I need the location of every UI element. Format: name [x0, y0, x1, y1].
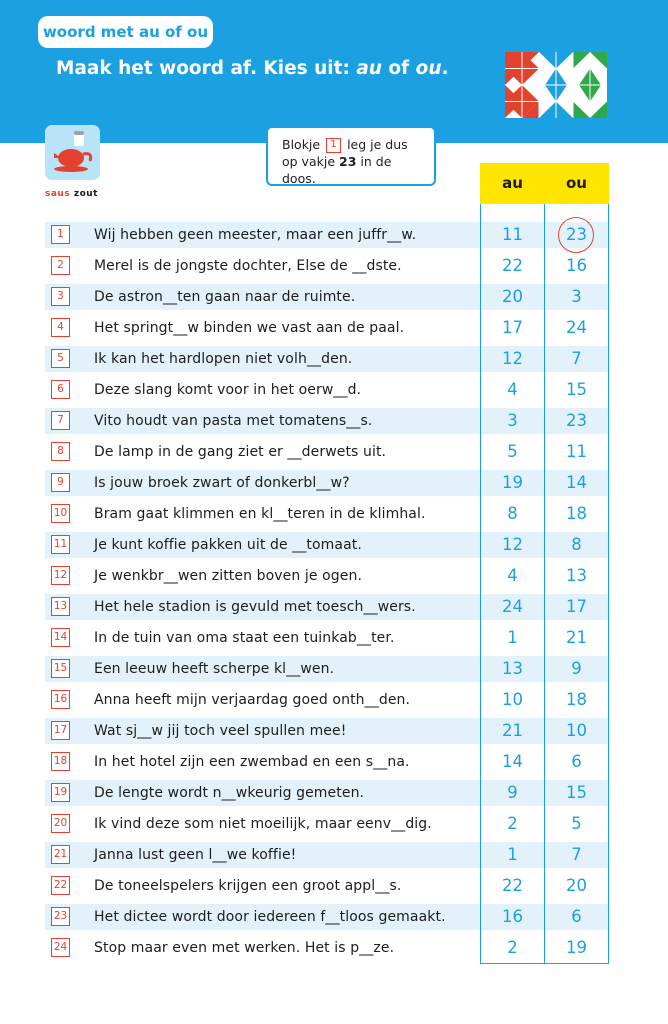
row-number: 23 [51, 907, 70, 926]
row-sentence: Vito houdt van pasta met tomatens__s. [94, 413, 373, 429]
row-number: 6 [51, 380, 70, 399]
note-text: Blokje [282, 137, 321, 152]
title-option-au: au [356, 58, 382, 79]
row-ou-value: 21 [566, 628, 587, 647]
sticker-label [45, 189, 98, 199]
row-ou-value: 10 [566, 721, 587, 740]
row-ou-value: 13 [566, 566, 587, 585]
row-au-value: 4 [507, 566, 518, 585]
row-sentence: Wat sj__w jij toch veel spullen mee! [94, 723, 347, 739]
row-au-value: 10 [502, 690, 523, 709]
sticker-word-saus: saus [45, 189, 71, 199]
row-number: 12 [51, 566, 70, 585]
title-end: . [441, 58, 449, 79]
row-ou-value: 5 [571, 814, 582, 833]
exercise-row [45, 408, 610, 434]
row-sentence: Je wenkbr__wen zitten boven je ogen. [94, 568, 363, 584]
page-title [56, 58, 449, 79]
row-ou-value: 19 [566, 938, 587, 957]
row-ou-value: 7 [571, 845, 582, 864]
row-number: 19 [51, 783, 70, 802]
row-au-value: 12 [502, 535, 523, 554]
row-au-value: 8 [507, 504, 518, 523]
row-number: 11 [51, 535, 70, 554]
row-au-value: 24 [502, 597, 523, 616]
row-au-value: 12 [502, 349, 523, 368]
row-sentence: Bram gaat klimmen en kl__teren in de klimhal. [94, 506, 426, 522]
sauce-salt-icon [45, 125, 100, 180]
row-number: 10 [51, 504, 70, 523]
exercise-row [45, 594, 610, 620]
title-option-ou: ou [415, 58, 442, 79]
note-line-1 [282, 136, 424, 153]
title-or: of [381, 58, 416, 79]
row-au-value: 1 [507, 628, 518, 647]
row-au-value: 22 [502, 256, 523, 275]
row-sentence: Ik kan het hardlopen niet volh__den. [94, 351, 353, 367]
exercise-row [45, 718, 610, 744]
exercise-row [45, 222, 610, 248]
row-number: 5 [51, 349, 70, 368]
row-sentence: Het hele stadion is gevuld met toesch__wers. [94, 599, 416, 615]
row-au-value: 22 [502, 876, 523, 895]
row-au-value: 2 [507, 938, 518, 957]
row-number: 8 [51, 442, 70, 461]
row-au-value: 3 [507, 411, 518, 430]
row-sentence: Anna heeft mijn verjaardag goed onth__den. [94, 692, 411, 708]
exercise-row [45, 873, 610, 899]
row-sentence: Je kunt koffie pakken uit de __tomaat. [94, 537, 362, 553]
row-sentence: Merel is de jongste dochter, Else de __dste. [94, 258, 402, 274]
row-number: 2 [51, 256, 70, 275]
row-sentence: Stop maar even met werken. Het is p__ze. [94, 940, 395, 956]
exercise-row [45, 749, 610, 775]
row-sentence: Het springt__w binden we vast aan de paal. [94, 320, 405, 336]
exercise-row [45, 563, 610, 589]
row-au-value: 1 [507, 845, 518, 864]
row-au-value: 4 [507, 380, 518, 399]
note-block-number: 1 [326, 138, 341, 153]
row-number: 9 [51, 473, 70, 492]
row-au-value: 5 [507, 442, 518, 461]
exercise-row [45, 532, 610, 558]
exercise-row [45, 811, 610, 837]
note-cell-number: 23 [339, 154, 357, 169]
row-number: 24 [51, 938, 70, 957]
solution-pattern-icon [505, 52, 607, 118]
topic-tab: woord met au of ou [38, 16, 213, 48]
note-text: in de doos. [282, 154, 392, 186]
row-sentence: Ik vind deze som niet moeilijk, maar eenv__dig. [94, 816, 432, 832]
row-ou-value: 17 [566, 597, 587, 616]
row-ou-value: 11 [566, 442, 587, 461]
row-number: 18 [51, 752, 70, 771]
row-ou-value: 15 [566, 783, 587, 802]
exercise-row [45, 377, 610, 403]
row-ou-value: 23 [566, 225, 587, 244]
row-sentence: De astron__ten gaan naar de ruimte. [94, 289, 356, 305]
row-number: 22 [51, 876, 70, 895]
row-sentence: In de tuin van oma staat een tuinkab__ter. [94, 630, 395, 646]
exercise-row [45, 501, 610, 527]
exercise-row [45, 470, 610, 496]
exercise-row [45, 656, 610, 682]
row-number: 14 [51, 628, 70, 647]
row-sentence: In het hotel zijn een zwembad en een s__na. [94, 754, 410, 770]
note-text: op vakje [282, 154, 336, 169]
sticker-word-zout: zout [73, 189, 98, 199]
row-sentence: Wij hebben geen meester, maar een juffr__w. [94, 227, 417, 243]
row-ou-value: 15 [566, 380, 587, 399]
row-ou-value: 6 [571, 752, 582, 771]
exercise-row [45, 253, 610, 279]
exercise-row [45, 935, 610, 961]
row-sentence: De lamp in de gang ziet er __derwets uit. [94, 444, 387, 460]
row-number: 21 [51, 845, 70, 864]
row-number: 16 [51, 690, 70, 709]
column-header-au: au [480, 163, 545, 204]
exercise-row [45, 904, 610, 930]
row-number: 7 [51, 411, 70, 430]
row-number: 20 [51, 814, 70, 833]
row-number: 4 [51, 318, 70, 337]
row-ou-value: 3 [571, 287, 582, 306]
row-sentence: Is jouw broek zwart of donkerbl__w? [94, 475, 350, 491]
row-sentence: De lengte wordt n__wkeurig gemeten. [94, 785, 365, 801]
exercise-row [45, 625, 610, 651]
title-text: Maak het woord af. Kies uit: [56, 58, 357, 79]
row-ou-value: 9 [571, 659, 582, 678]
row-au-value: 9 [507, 783, 518, 802]
exercise-row [45, 439, 610, 465]
exercise-row [45, 780, 610, 806]
row-ou-value: 18 [566, 690, 587, 709]
row-number: 15 [51, 659, 70, 678]
exercise-row [45, 842, 610, 868]
row-number: 13 [51, 597, 70, 616]
exercise-row [45, 284, 610, 310]
row-au-value: 13 [502, 659, 523, 678]
example-answer-circle [558, 217, 594, 253]
row-ou-value: 24 [566, 318, 587, 337]
row-sentence: De toneelspelers krijgen een groot appl__s. [94, 878, 402, 894]
row-ou-value: 6 [571, 907, 582, 926]
exercise-row [45, 315, 610, 341]
row-ou-value: 18 [566, 504, 587, 523]
row-ou-value: 20 [566, 876, 587, 895]
exercise-row [45, 687, 610, 713]
row-ou-value: 8 [571, 535, 582, 554]
row-au-value: 21 [502, 721, 523, 740]
row-au-value: 19 [502, 473, 523, 492]
row-au-value: 2 [507, 814, 518, 833]
row-au-value: 16 [502, 907, 523, 926]
row-sentence: Het dictee wordt door iedereen f__tloos gemaakt. [94, 909, 446, 925]
row-au-value: 11 [502, 225, 523, 244]
row-number: 1 [51, 225, 70, 244]
row-sentence: Een leeuw heeft scherpe kl__wen. [94, 661, 335, 677]
row-au-value: 17 [502, 318, 523, 337]
row-sentence: Janna lust geen l__we koffie! [94, 847, 297, 863]
row-au-value: 20 [502, 287, 523, 306]
note-text: leg je dus [347, 137, 408, 152]
row-ou-value: 14 [566, 473, 587, 492]
row-number: 17 [51, 721, 70, 740]
page-header [0, 0, 668, 143]
row-ou-value: 7 [571, 349, 582, 368]
row-ou-value: 16 [566, 256, 587, 275]
row-number: 3 [51, 287, 70, 306]
row-au-value: 14 [502, 752, 523, 771]
instruction-note [266, 126, 436, 186]
row-sentence: Deze slang komt voor in het oerw__d. [94, 382, 362, 398]
row-ou-value: 23 [566, 411, 587, 430]
note-line-2 [282, 153, 424, 187]
column-header-ou: ou [544, 163, 609, 204]
exercise-row [45, 346, 610, 372]
